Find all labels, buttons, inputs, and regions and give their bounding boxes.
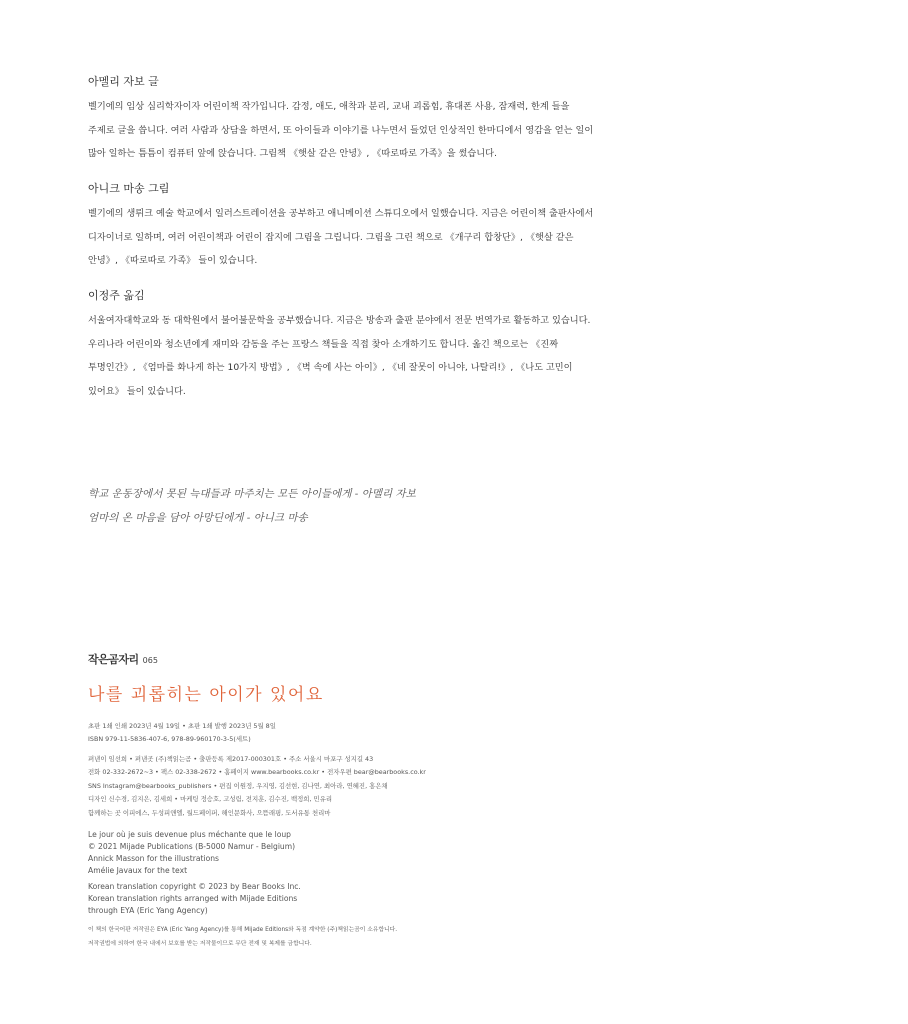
illustration-credit-line: Annick Masson for the illustrations <box>88 854 219 863</box>
partners-line: 함께하는 곳 이피에스, 두성피앤엘, 월드페이퍼, 해인문화사, 으뜸래핑, 도서유통 천리마 <box>88 808 331 817</box>
reproduction-notice: 저작권법에 의하여 한국 내에서 보호를 받는 저작물이므로 무단 전재 및 복제를 금합니다. <box>88 941 312 947</box>
korean-copyright-line: Korean translation copyright © 2023 by Bear Books Inc. <box>88 882 301 891</box>
series-logo: 작은곰자리 <box>88 653 139 666</box>
dedication-author: 학교 운동장에서 못된 늑대들과 마주치는 모든 아이들에게 - 아멜리 자보 <box>88 488 416 500</box>
original-rights <box>88 829 295 877</box>
agency-line: through EYA (Eric Yang Agency) <box>88 906 208 915</box>
editors-line: SNS Instagram@bearbooks_publishers • 편집 이원정, 우지영, 김선현, 김나연, 최아라, 연혜진, 홍은채 <box>88 781 388 790</box>
rights-arranged-line: Korean translation rights arranged with Mijade Editions <box>88 894 298 903</box>
contact-line: 전화 02-332-2672~3 • 팩스 02-338-2672 • 홈페이지 www.bearbooks.co.kr • 전자우편 bear@bearbooks.co.kr <box>88 768 426 777</box>
translator-bio-heading: 이정주 옮김 <box>88 289 145 302</box>
isbn-line: ISBN 979-11-5836-407-6, 978-89-960170-3-5(세트) <box>88 735 251 744</box>
edition-info <box>88 720 276 747</box>
edition-line: 초판 1쇄 인쇄 2023년 4월 19일 • 초판 1쇄 발행 2023년 5월 8일 <box>88 722 276 730</box>
korean-rights <box>88 881 301 917</box>
book-title: 나를 괴롭히는 아이가 있어요 <box>88 685 324 705</box>
dedication-illustrator: 엄마의 온 마음을 담아 아망딘에게 - 아니크 마송 <box>88 512 308 524</box>
illustrator-bio-heading: 아니크 마송 그림 <box>88 182 170 195</box>
original-copyright-line: © 2021 Mijade Publications (B-5000 Namur - Belgium) <box>88 842 296 851</box>
illustrator-bio <box>88 180 598 273</box>
author-bio-heading: 아멜리 자보 글 <box>88 75 159 88</box>
publisher-info <box>88 753 426 820</box>
ownership-notice: 이 책의 한국어판 저작권은 EYA (Eric Yang Agency)를 통해 Mijade Editions와 독점 계약한 (주)책읽는곰이 소유합니다. <box>88 927 398 933</box>
design-marketing-line: 디자인 신수경, 김지은, 김세희 • 마케팅 정승호, 고성림, 전지훈, 김수진, 백정희, 민유리 <box>88 795 333 804</box>
illustrator-bio-text: 벨기에의 생뤼크 예술 학교에서 일러스트레이션을 공부하고 애니메이션 스튜디오에서 일했습니다. 지금은 어린이책 출판사에서 디자이너로 일하며, 여러 어린이책과 어린이 잡지에 그림을 그립니다. 그림을 그린 책으로 《개구리 합창단》, 《햇살 같은 안녕》, 《따로따로 가족》 들이 있습니다. <box>88 208 594 266</box>
series-label <box>88 651 158 667</box>
original-title-line: Le jour où je suis devenue plus méchante que le loup <box>88 830 291 839</box>
legal-notice <box>88 923 397 951</box>
series-number: 065 <box>142 656 158 665</box>
translator-bio <box>88 287 598 403</box>
publisher-line: 펴낸이 임선희 • 펴낸곳 (주)책읽는곰 • 출판등록 제2017-000301호 • 주소 서울시 마포구 성지길 43 <box>88 755 374 763</box>
text-credit-line: Amélie Javaux for the text <box>88 866 188 875</box>
author-bio <box>88 73 598 166</box>
translator-bio-text: 서울여자대학교와 동 대학원에서 불어불문학을 공부했습니다. 지금은 방송과 출판 분야에서 전문 번역가로 활동하고 있습니다. 우리나라 어린이와 청소년에게 재미와 감동을 주는 프랑스 책들을 직접 찾아 소개하기도 합니다. 옮긴 책으로는 《진짜 투명인간》, 《엄마를 화나게 하는 10가지 방법》, 《벽 속에 사는 아이》, 《네 잘못이 아니야, 나탈리!》, 《나도 고민이 있어요》 들이 있습니다. <box>88 315 591 397</box>
author-bio-text: 벨기에의 임상 심리학자이자 어린이책 작가입니다. 감정, 애도, 애착과 분리, 교내 괴롭힘, 휴대폰 사용, 잠재력, 한계 들을 주제로 글을 씁니다. 여러 사람과 상담을 하면서, 또 아이들과 이야기를 나누면서 들었던 인상적인 한마디에서 영감을 얻는 일이 많아 일하는 틈틈이 컴퓨터 앞에 앉습니다. 그림책 《햇살 같은 안녕》, 《따로따로 가족》을 썼습니다. <box>88 101 594 159</box>
